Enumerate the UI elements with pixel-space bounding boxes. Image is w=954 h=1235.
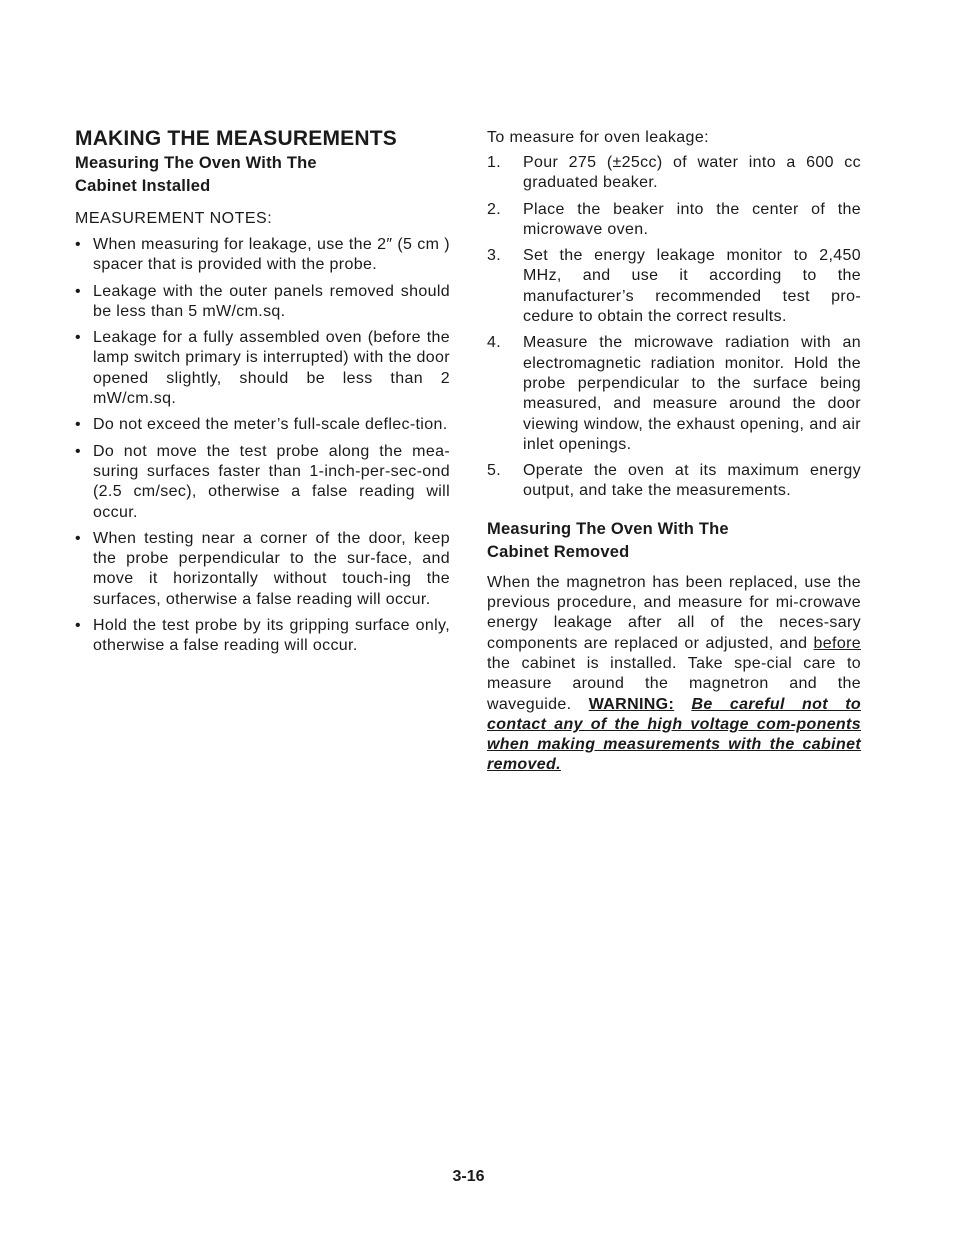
note-text: When testing near a corner of the door, keep the probe perpendicular to the sur-face, and move it horizontally without touch-ing the surfaces, otherwise a false reading will occur. — [93, 529, 450, 608]
leakage-steps-list — [487, 153, 861, 502]
section-heading-cabinet-installed — [75, 152, 450, 198]
note-item — [75, 442, 450, 523]
bullet-icon: • — [75, 282, 81, 300]
note-text: Leakage with the outer panels removed should be less than 5 mW/cm.sq. — [93, 282, 450, 320]
cabinet-removed-paragraph — [487, 573, 861, 776]
section-heading-cabinet-removed — [487, 518, 861, 564]
note-item — [75, 616, 450, 657]
step-item — [487, 461, 861, 502]
measurement-notes-heading: MEASUREMENT NOTES: — [75, 210, 273, 227]
leakage-intro: To measure for oven leakage: — [487, 129, 709, 146]
step-number: 1. — [487, 154, 502, 171]
note-text: When measuring for leakage, use the 2″ (5 cm ) spacer that is provided with the probe. — [93, 236, 450, 274]
paragraph-text-part2: the cabinet is installed. Take spe-cial care to measure around the magnetron and the waveguide. — [487, 654, 861, 713]
step-number: 4. — [487, 334, 502, 352]
step-text: Pour 275 (±25cc) of water into a 600 cc graduated beaker. — [523, 154, 861, 192]
bullet-icon: • — [75, 236, 81, 253]
right-column — [487, 128, 861, 776]
note-item — [75, 328, 450, 409]
section-heading-line1: Measuring The Oven With The — [75, 154, 317, 172]
note-item — [75, 235, 450, 276]
paragraph-underlined-word: before — [813, 634, 861, 652]
note-text: Do not move the test probe along the mea-suring surfaces faster than 1-inch-per-sec-ond (2.5 cm/sec), otherwise a false reading will occur. — [93, 442, 450, 521]
note-text: Do not exceed the meter’s full-scale deflec-tion. — [93, 416, 448, 434]
measurement-notes-list — [75, 235, 450, 657]
warning-text: Be careful not to contact any of the high voltage com-ponents when making measurements with the cabinet removed. — [487, 695, 861, 774]
paragraph-text-part1: When the magnetron has been replaced, use the previous procedure, and measure for mi-crowave energy leakage after all of the neces-sary components are replaced or adjusted, and — [487, 573, 861, 652]
note-item — [75, 529, 450, 610]
step-text: Set the energy leakage monitor to 2,450 MHz, and use it according to the manufacturer’s recommended test pro-cedure to obtain the correct results. — [523, 247, 861, 326]
bullet-icon: • — [75, 529, 81, 547]
section-heading-line1: Measuring The Oven With The — [487, 519, 729, 538]
note-text: Hold the test probe by its gripping surface only, otherwise a false reading will occur. — [93, 617, 450, 655]
note-text: Leakage for a fully assembled oven (before the lamp switch primary is interrupted) with the door opened slightly, should be less than 2 mW/cm.sq. — [93, 329, 450, 408]
step-number: 2. — [487, 200, 502, 218]
step-item — [487, 333, 861, 455]
section-heading-line2: Cabinet Removed — [487, 542, 630, 561]
page-number: 3-16 — [452, 1168, 485, 1185]
left-column — [75, 126, 450, 663]
bullet-icon: • — [75, 617, 81, 635]
step-text: Place the beaker into the center of the microwave oven. — [523, 200, 861, 238]
bullet-icon: • — [75, 329, 81, 347]
note-item — [75, 415, 450, 435]
bullet-icon: • — [75, 442, 81, 460]
step-item — [487, 153, 861, 194]
note-item — [75, 282, 450, 323]
warning-label: WARNING: — [588, 695, 675, 713]
step-number: 5. — [487, 462, 502, 480]
bullet-icon: • — [75, 416, 81, 434]
step-number: 3. — [487, 247, 502, 265]
step-text: Measure the microwave radiation with an electromagnetic radiation monitor. Hold the probe perpendicular to the surface being measured, and measure around the door viewing window, the exhaust opening, and air inlet openings. — [523, 334, 861, 453]
step-item — [487, 200, 861, 241]
section-heading-line2: Cabinet Installed — [75, 177, 211, 195]
page-title: MAKING THE MEASUREMENTS — [75, 127, 397, 150]
step-text: Operate the oven at its maximum energy output, and take the measurements. — [523, 462, 861, 500]
step-item — [487, 246, 861, 327]
